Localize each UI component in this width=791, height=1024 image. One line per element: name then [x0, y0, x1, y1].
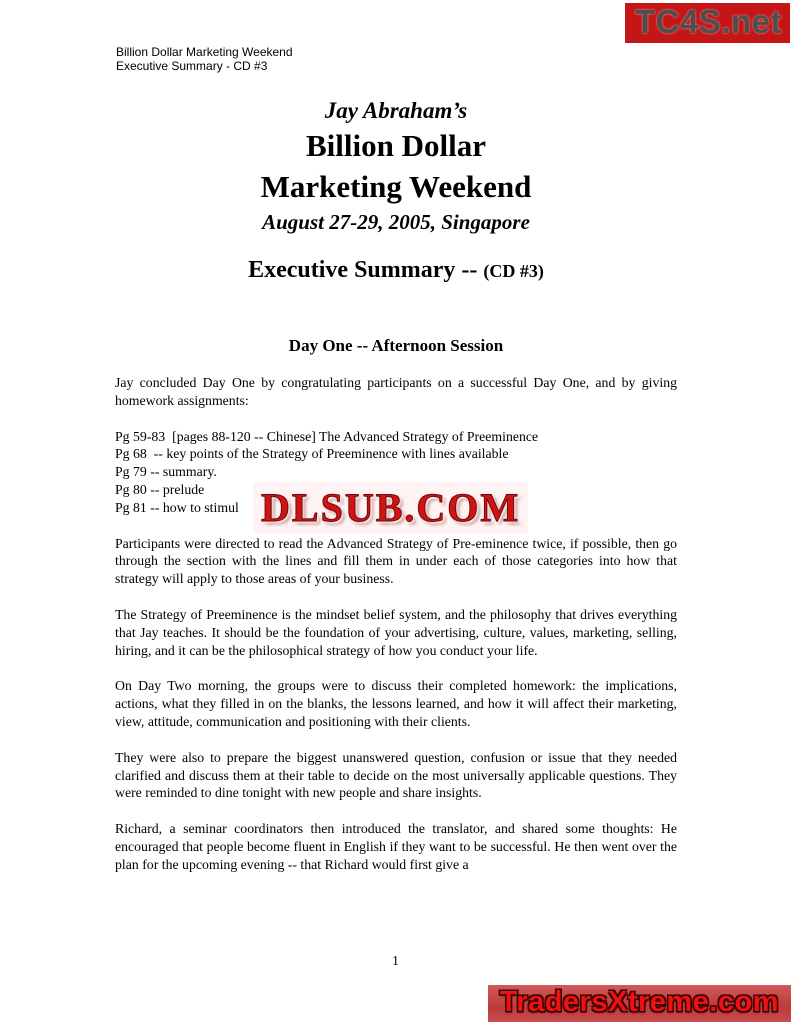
title-exec-text: Executive Summary -- [248, 257, 484, 283]
homework-item: Pg 59-83 [pages 88-120 -- Chinese] The Advanced Strategy of Preeminence [115, 428, 539, 444]
paragraph-questions: They were also to prepare the biggest unanswered question, confusion or issue that they needed clarified and discuss them at their table to decide on the most universally applicable questions. They were reminded to dine tonight with new people and share insights. [115, 749, 677, 801]
title-block [115, 0, 677, 285]
content-column [115, 0, 677, 874]
homework-item: Pg 80 -- prelude [115, 481, 205, 497]
homework-item: Pg 81 -- how to stimul [115, 499, 239, 515]
dlsub-watermark [253, 482, 528, 533]
tradersxtreme-watermark-text: TradersXtreme.com [499, 986, 779, 1018]
homework-item: Pg 68 -- key points of the Strategy of Preeminence with lines available [115, 446, 509, 462]
title-main-line2: Marketing Weekend [260, 169, 532, 204]
paragraph-day-two: On Day Two morning, the groups were to discuss their completed homework: the implications, actions, what they filled in on the blanks, the lessons learned, and how it will affect their marketing, view, attitude, communication and positioning with their clients. [115, 678, 677, 729]
section-heading: Day One -- Afternoon Session [288, 336, 504, 355]
tc4s-watermark-text: TC4S.net [634, 3, 782, 40]
paragraph-richard: Richard, a seminar coordinators then introduced the translator, and shared some thoughts: He encouraged that people become fluent in English if they want to be successful. He then went over the plan for the upcoming evening -- that Richard would first give a [115, 821, 677, 872]
tradersxtreme-watermark-banner [488, 985, 791, 1022]
dlsub-watermark-text: DLSUB.COM [261, 485, 521, 530]
paragraph-intro: Jay concluded Day One by congratulating participants on a successful Day One, and by giving homework assignments: [115, 375, 677, 408]
running-header-line1: Billion Dollar Marketing Weekend [116, 45, 293, 59]
running-header-line2: Executive Summary - CD #3 [116, 59, 268, 73]
paragraph-participants: Participants were directed to read the Advanced Strategy of Pre-eminence twice, if possible, then go through the section with the lines and fill them in under each of those categories into how that strategy will apply to those areas of your business. [115, 535, 677, 587]
homework-item: Pg 79 -- summary. [115, 464, 217, 480]
page-number: 1 [392, 953, 399, 968]
title-date: August 27-29, 2005, Singapore [262, 210, 530, 234]
title-executive-summary [115, 256, 677, 285]
title-main-line1: Billion Dollar [306, 128, 486, 163]
title-exec-cd-label: (CD #3) [483, 261, 544, 281]
title-author: Jay Abraham’s [324, 98, 468, 123]
paragraph-strategy: The Strategy of Preeminence is the mindset belief system, and the philosophy that drives everything that Jay teaches. It should be the foundation of your advertising, culture, values, marketing, selling, hiring, and it can be the philosophical strategy of how you conduct your life. [115, 606, 677, 658]
